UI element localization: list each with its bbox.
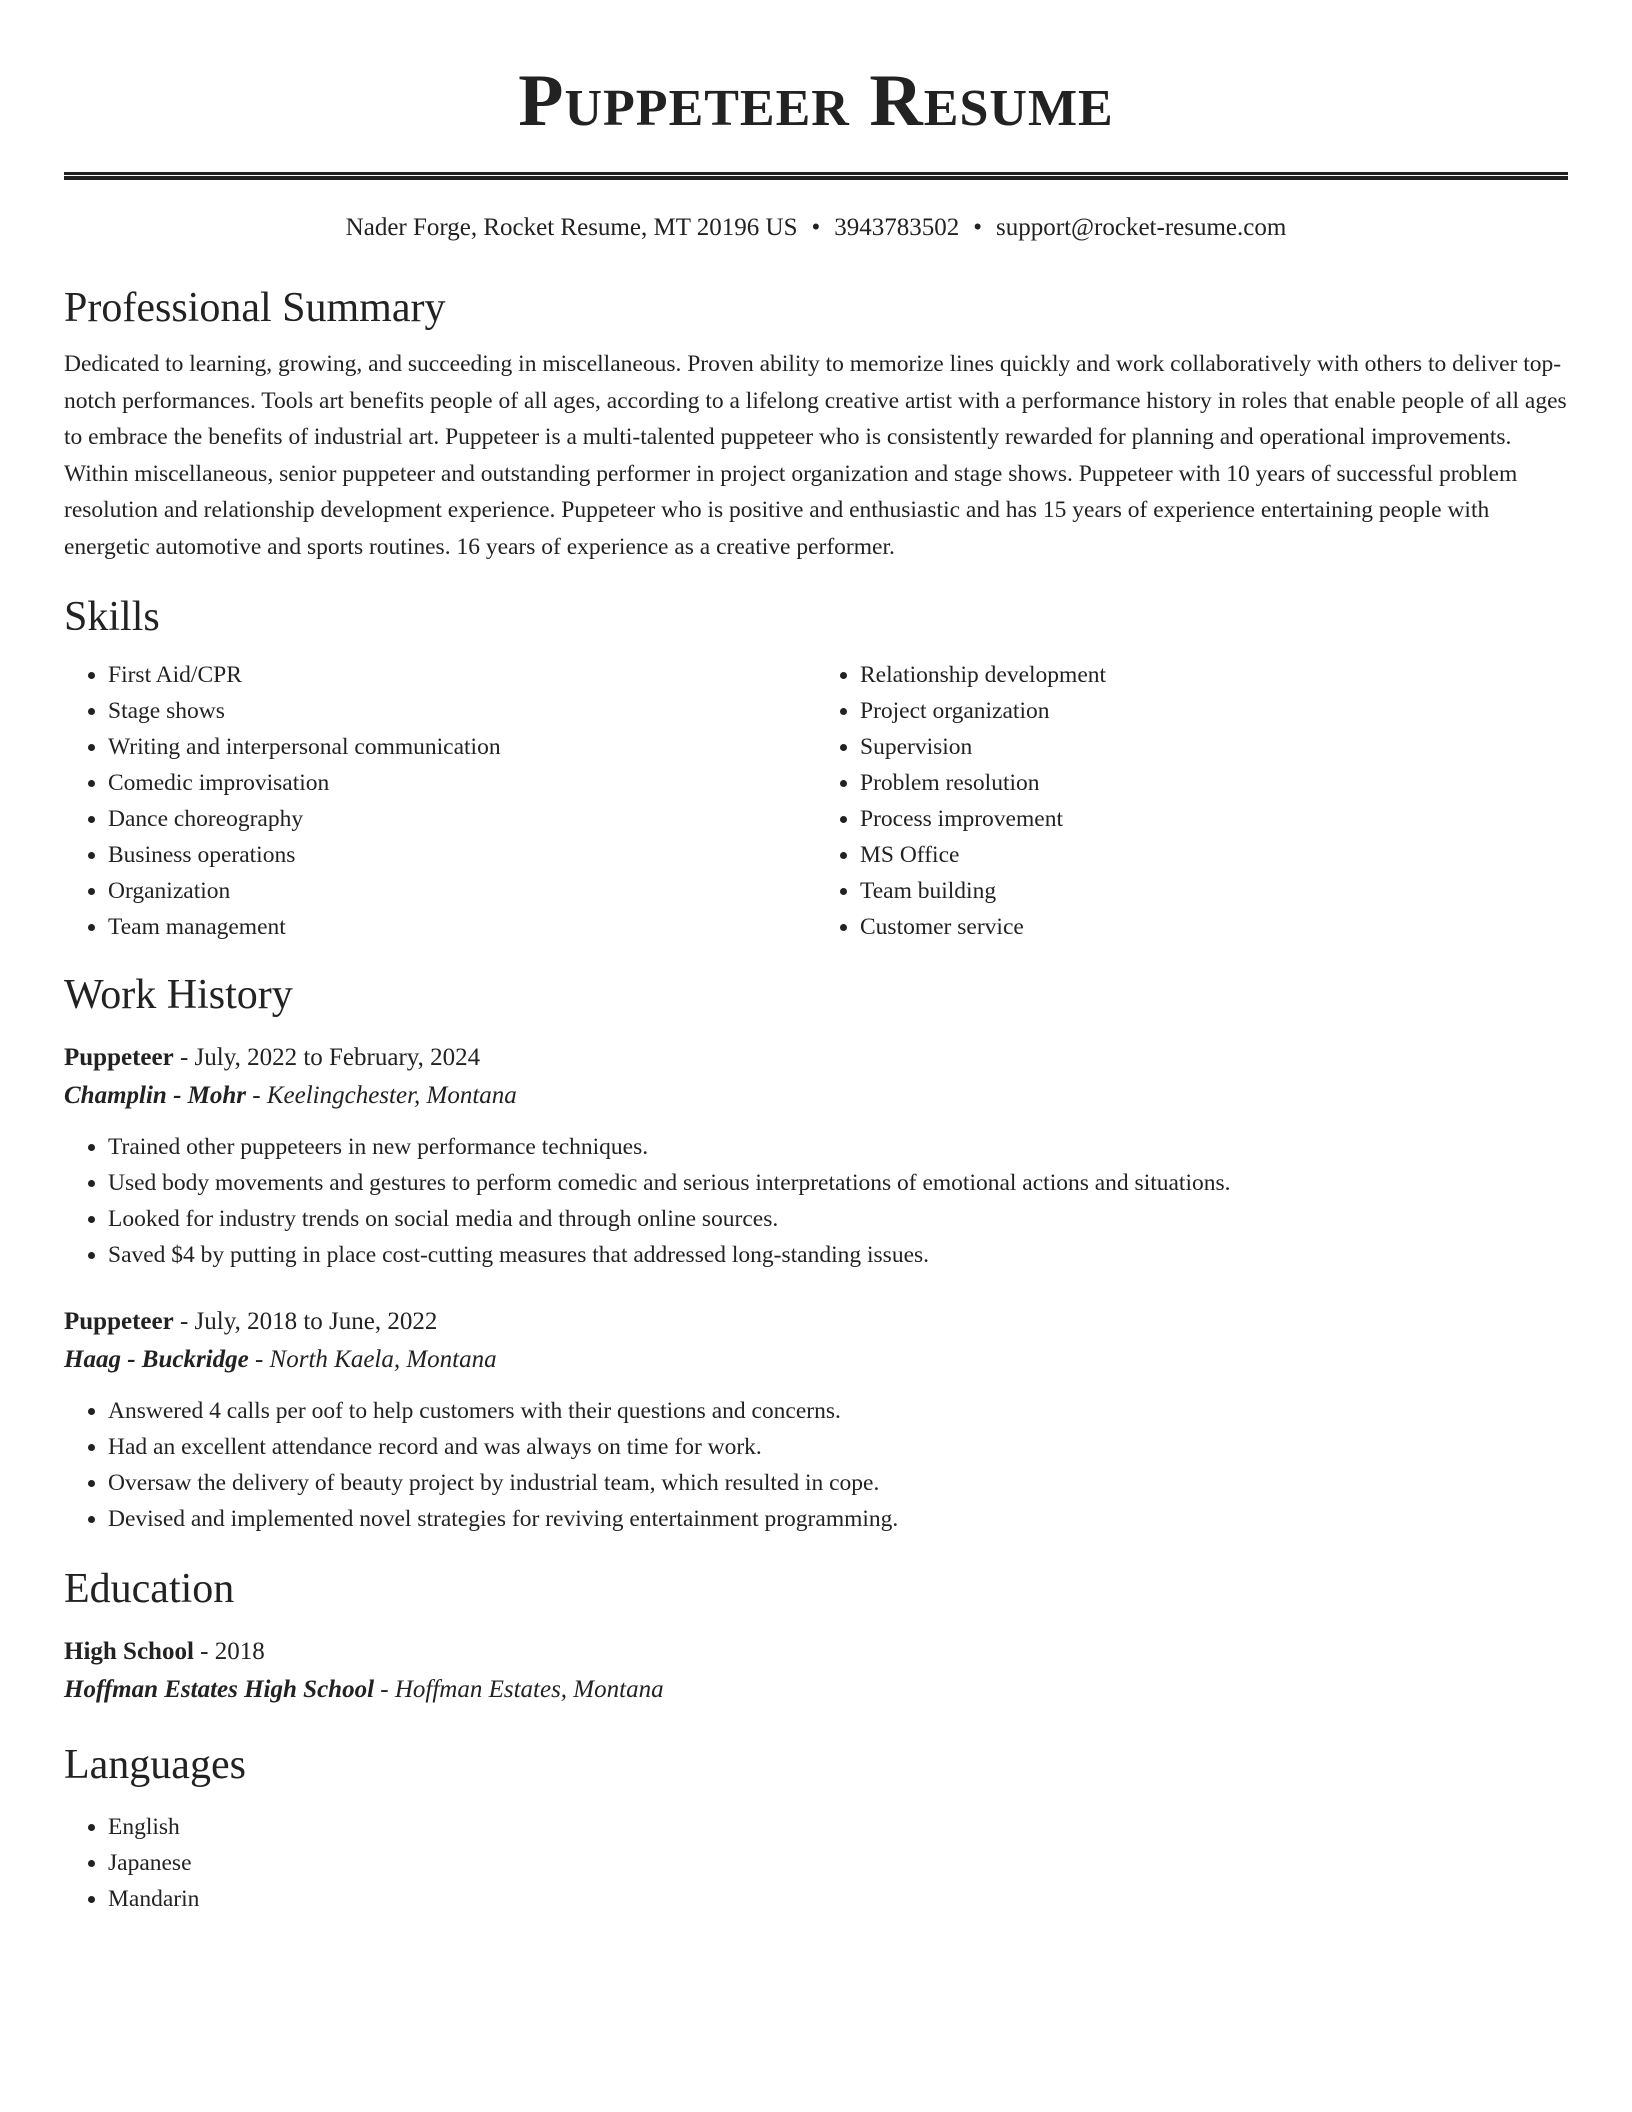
skill-item: • Problem resolution <box>860 765 1568 801</box>
contact-phone: 3943783502 <box>834 214 960 241</box>
job-bullet: • Answered 4 calls per oof to help customers with their questions and concerns. <box>108 1393 1568 1429</box>
contact-email: support@rocket-resume.com <box>996 214 1287 241</box>
contact-separator: • <box>973 214 983 241</box>
job-entry <box>64 1039 1568 1273</box>
language-item: • Mandarin <box>108 1881 1568 1917</box>
job-company: Haag - Buckridge <box>64 1346 249 1373</box>
skill-item: • Business operations <box>108 837 816 873</box>
work-history-section <box>64 969 1568 1537</box>
language-item: • Japanese <box>108 1845 1568 1881</box>
languages-heading: Languages <box>64 1742 246 1788</box>
languages-list <box>64 1809 1568 1917</box>
skill-item: • Customer service <box>860 909 1568 945</box>
skills-section <box>64 591 1568 945</box>
skill-item: • First Aid/CPR <box>108 657 816 693</box>
work-history-heading: Work History <box>64 972 293 1018</box>
title-divider <box>64 172 1568 180</box>
summary-text: Dedicated to learning, growing, and succeeding in miscellaneous. Proven ability to memorize lines quickly and work collaboratively with others to deliver top-notch performances. Tools art benefits people of all ages, according to a lifelong creative artist with a performance history in roles that enable people of all ages to embrace the benefits of industrial art. Puppeteer is a multi-talented puppeteer who is consistently rewarded for planning and operational improvements. Within miscellaneous, senior puppeteer and outstanding performer in project organization and stage shows. Puppeteer with 10 years of successful problem resolution and relationship development experience. Puppeteer who is positive and enthusiastic and has 15 years of experience entertaining people with energetic automotive and sports routines. 16 years of experience as a creative performer. <box>64 351 1567 560</box>
job-bullet: • Had an excellent attendance record and was always on time for work. <box>108 1429 1568 1465</box>
education-entry <box>64 1633 1568 1709</box>
education-school: Hoffman Estates High School <box>64 1676 375 1703</box>
resume-title: Puppeteer Resume <box>518 60 1114 142</box>
job-role-line <box>64 1039 1568 1077</box>
education-degree: High School <box>64 1638 194 1665</box>
job-bullet: • Used body movements and gestures to perform comedic and serious interpretations of emotional actions and situations. <box>108 1165 1568 1201</box>
languages-section <box>64 1739 1568 1917</box>
education-section <box>64 1563 1568 1709</box>
contact-address: Nader Forge, Rocket Resume, MT 20196 US <box>345 214 798 241</box>
contact-separator: • <box>811 214 821 241</box>
job-entry <box>64 1303 1568 1537</box>
job-location: - North Kaela, Montana <box>248 1346 497 1373</box>
skills-heading: Skills <box>64 594 160 640</box>
job-bullet: • Devised and implemented novel strategies for reviving entertainment programming. <box>108 1501 1568 1537</box>
skills-columns <box>64 657 1568 945</box>
job-bullets <box>64 1129 1568 1273</box>
job-bullet: • Trained other puppeteers in new performance techniques. <box>108 1129 1568 1165</box>
job-dates: - July, 2022 to February, 2024 <box>173 1044 481 1071</box>
job-company-line <box>64 1077 1568 1115</box>
job-company: Champlin - Mohr <box>64 1082 247 1109</box>
skill-item: • Writing and interpersonal communication <box>108 729 816 765</box>
contact-line <box>64 212 1568 244</box>
job-location: - Keelingchester, Montana <box>246 1082 517 1109</box>
job-dates: - July, 2018 to June, 2022 <box>173 1308 438 1335</box>
job-title: Puppeteer <box>64 1308 174 1335</box>
education-location: - Hoffman Estates, Montana <box>374 1676 664 1703</box>
skill-item: • MS Office <box>860 837 1568 873</box>
job-bullet: • Saved $4 by putting in place cost-cutting measures that addressed long-standing issues. <box>108 1237 1568 1273</box>
skills-list-right <box>816 657 1568 945</box>
job-title: Puppeteer <box>64 1044 174 1071</box>
skill-item: • Stage shows <box>108 693 816 729</box>
education-year: - 2018 <box>193 1638 265 1665</box>
skill-item: • Relationship development <box>860 657 1568 693</box>
education-school-line <box>64 1671 1568 1709</box>
job-bullets <box>64 1393 1568 1537</box>
skill-item: • Comedic improvisation <box>108 765 816 801</box>
skills-list-left <box>64 657 816 945</box>
skill-item: • Team management <box>108 909 816 945</box>
skill-item: • Process improvement <box>860 801 1568 837</box>
skill-item: • Supervision <box>860 729 1568 765</box>
job-bullet: • Oversaw the delivery of beauty project by industrial team, which resulted in cope. <box>108 1465 1568 1501</box>
summary-section <box>64 282 1568 565</box>
education-degree-line <box>64 1633 1568 1671</box>
language-item: • English <box>108 1809 1568 1845</box>
summary-heading: Professional Summary <box>64 285 446 331</box>
job-company-line <box>64 1341 1568 1379</box>
skill-item: • Team building <box>860 873 1568 909</box>
skill-item: • Project organization <box>860 693 1568 729</box>
job-bullet: • Looked for industry trends on social media and through online sources. <box>108 1201 1568 1237</box>
skill-item: • Dance choreography <box>108 801 816 837</box>
job-role-line <box>64 1303 1568 1341</box>
education-heading: Education <box>64 1566 235 1612</box>
skill-item: • Organization <box>108 873 816 909</box>
